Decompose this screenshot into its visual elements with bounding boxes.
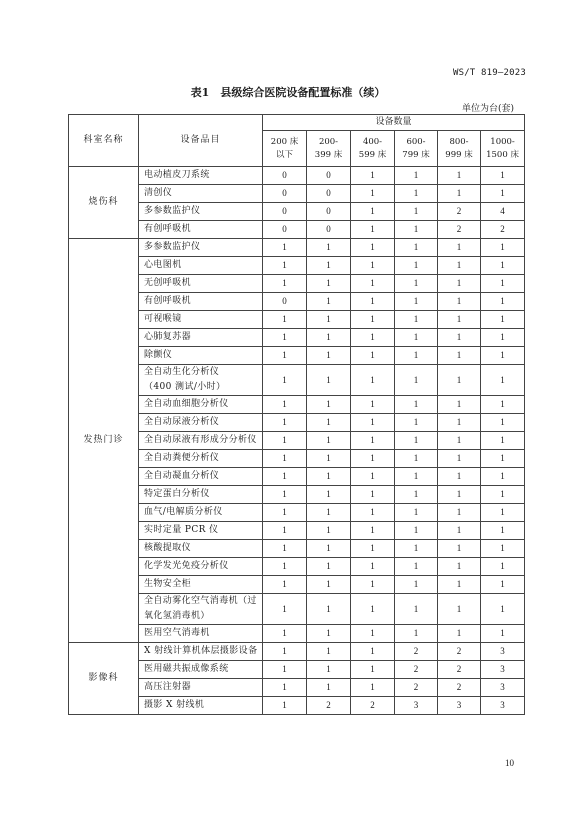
quantity-cell: 1	[438, 540, 481, 558]
item-cell	[139, 540, 263, 558]
quantity-cell: 1	[395, 396, 438, 414]
standard-code: WS/T 819—2023	[452, 68, 526, 78]
item-cell	[139, 221, 263, 239]
quantity-cell: 1	[481, 275, 525, 293]
quantity-cell: 1	[481, 540, 525, 558]
table-title: 表1 县级综合医院设备配置标准（续）	[190, 86, 386, 99]
item-cell	[139, 167, 263, 185]
quantity-cell: 1	[307, 414, 351, 432]
quantity-cell: 1	[395, 239, 438, 257]
quantity-cell: 1	[395, 275, 438, 293]
table-head	[69, 115, 525, 167]
bed-range-header	[263, 131, 307, 167]
quantity-cell: 2	[395, 643, 438, 661]
quantity-cell: 1	[351, 661, 395, 679]
bed-range-line: 600-	[406, 136, 426, 147]
quantity-cell: 1	[438, 365, 481, 396]
page-number: 10	[505, 758, 514, 768]
quantity-cell: 1	[395, 558, 438, 576]
bed-range-line: 800-	[449, 136, 469, 147]
quantity-cell: 1	[263, 522, 307, 540]
quantity-cell: 1	[263, 697, 307, 715]
quantity-cell: 1	[481, 468, 525, 486]
quantity-cell: 1	[481, 167, 525, 185]
quantity-cell: 1	[263, 558, 307, 576]
quantity-cell: 1	[438, 432, 481, 450]
quantity-cell: 1	[307, 239, 351, 257]
item-name: 医用空气消毒机	[144, 628, 210, 638]
quantity-cell: 1	[351, 468, 395, 486]
quantity-cell: 1	[351, 257, 395, 275]
quantity-cell: 1	[351, 221, 395, 239]
bed-range-line: 1000-	[490, 136, 515, 147]
item-name: 心电图机	[144, 260, 182, 270]
item-name: 多参数监护仪	[144, 242, 201, 252]
quantity-cell: 1	[481, 293, 525, 311]
item-cell	[139, 522, 263, 540]
item-name: 心肺复苏器	[144, 332, 192, 342]
quantity-cell: 1	[263, 450, 307, 468]
quantity-cell: 1	[307, 365, 351, 396]
bed-range-header	[351, 131, 395, 167]
quantity-cell: 0	[307, 221, 351, 239]
quantity-cell: 1	[481, 365, 525, 396]
item-name: 特定蛋白分析仪	[144, 489, 210, 499]
quantity-group-header: 设备数量	[263, 115, 525, 131]
quantity-cell: 1	[438, 486, 481, 504]
item-cell	[139, 576, 263, 594]
quantity-cell: 1	[438, 504, 481, 522]
quantity-cell: 2	[395, 679, 438, 697]
quantity-cell: 1	[263, 486, 307, 504]
item-cell	[139, 396, 263, 414]
item-name: 医用磁共振成像系统	[144, 664, 229, 674]
quantity-cell: 1	[307, 594, 351, 625]
quantity-cell: 0	[307, 185, 351, 203]
quantity-cell: 1	[351, 275, 395, 293]
quantity-cell: 1	[351, 576, 395, 594]
quantity-cell: 1	[395, 540, 438, 558]
item-cell	[139, 679, 263, 697]
item-name: 实时定量 PCR 仪	[144, 525, 219, 535]
quantity-cell: 1	[307, 396, 351, 414]
bed-range-line: 599 床	[358, 149, 387, 160]
quantity-cell: 1	[263, 414, 307, 432]
item-name: 除颤仪	[144, 350, 173, 360]
quantity-cell: 1	[307, 275, 351, 293]
item-cell	[139, 468, 263, 486]
quantity-cell: 1	[438, 257, 481, 275]
quantity-cell: 1	[351, 558, 395, 576]
quantity-cell: 1	[351, 414, 395, 432]
quantity-cell: 1	[395, 185, 438, 203]
quantity-cell: 1	[481, 257, 525, 275]
quantity-cell: 1	[395, 311, 438, 329]
quantity-cell: 1	[438, 558, 481, 576]
table-body	[69, 167, 525, 715]
quantity-cell: 1	[438, 185, 481, 203]
quantity-cell: 1	[307, 329, 351, 347]
quantity-cell: 1	[438, 450, 481, 468]
quantity-cell: 3	[481, 679, 525, 697]
quantity-cell: 2	[481, 221, 525, 239]
quantity-cell: 1	[307, 347, 351, 365]
quantity-cell: 1	[438, 522, 481, 540]
table-row	[69, 167, 525, 185]
quantity-cell: 1	[481, 558, 525, 576]
item-cell	[139, 293, 263, 311]
department-cell: 影像科	[69, 643, 139, 715]
quantity-cell: 1	[395, 329, 438, 347]
quantity-cell: 1	[307, 540, 351, 558]
department-column-header: 科室名称	[69, 115, 139, 167]
quantity-cell: 1	[307, 486, 351, 504]
table-row	[69, 239, 525, 257]
quantity-cell: 1	[263, 239, 307, 257]
quantity-cell: 1	[263, 468, 307, 486]
quantity-cell: 1	[438, 293, 481, 311]
item-name: X 射线计算机体层摄影设备	[144, 646, 258, 656]
quantity-cell: 1	[351, 329, 395, 347]
quantity-cell: 1	[438, 239, 481, 257]
quantity-cell: 1	[395, 293, 438, 311]
quantity-cell: 1	[438, 625, 481, 643]
item-cell	[139, 697, 263, 715]
item-name: 全自动尿液有形成分分析仪	[144, 435, 257, 445]
item-cell	[139, 661, 263, 679]
quantity-cell: 1	[395, 594, 438, 625]
quantity-cell: 1	[307, 504, 351, 522]
quantity-cell: 1	[307, 679, 351, 697]
quantity-cell: 1	[351, 486, 395, 504]
quantity-cell: 1	[263, 396, 307, 414]
bed-range-line: 200 床	[270, 136, 299, 147]
quantity-cell: 1	[263, 365, 307, 396]
quantity-cell: 1	[263, 643, 307, 661]
quantity-cell: 3	[481, 643, 525, 661]
quantity-cell: 3	[481, 697, 525, 715]
quantity-cell: 1	[481, 504, 525, 522]
quantity-cell: 1	[438, 594, 481, 625]
quantity-cell: 1	[438, 329, 481, 347]
quantity-cell: 1	[481, 311, 525, 329]
quantity-cell: 1	[438, 576, 481, 594]
quantity-cell: 1	[481, 594, 525, 625]
bed-range-line: 以下	[275, 149, 293, 160]
quantity-cell: 1	[307, 311, 351, 329]
bed-range-header	[481, 131, 525, 167]
quantity-cell: 1	[307, 625, 351, 643]
item-cell	[139, 311, 263, 329]
quantity-cell: 3	[438, 697, 481, 715]
quantity-cell: 1	[307, 661, 351, 679]
quantity-cell: 1	[395, 347, 438, 365]
quantity-cell: 1	[395, 486, 438, 504]
item-cell	[139, 239, 263, 257]
quantity-cell: 1	[351, 293, 395, 311]
item-name: 化学发光免疫分析仪	[144, 561, 229, 571]
quantity-cell: 1	[351, 643, 395, 661]
quantity-cell: 1	[395, 203, 438, 221]
department-cell: 发热门诊	[69, 239, 139, 643]
quantity-cell: 1	[307, 576, 351, 594]
bed-range-line: 400-	[362, 136, 383, 147]
quantity-cell: 1	[351, 504, 395, 522]
quantity-cell: 1	[351, 365, 395, 396]
quantity-cell: 1	[395, 468, 438, 486]
quantity-cell: 1	[438, 347, 481, 365]
item-name: （400 测试/小时）	[144, 382, 226, 392]
quantity-cell: 1	[481, 185, 525, 203]
bed-range-line: 1500 床	[486, 149, 519, 160]
quantity-cell: 1	[307, 432, 351, 450]
bed-range-header	[395, 131, 438, 167]
item-cell	[139, 329, 263, 347]
item-name: 摄影 X 射线机	[144, 700, 205, 710]
quantity-cell: 1	[351, 679, 395, 697]
item-name: 高压注射器	[144, 682, 192, 692]
item-cell	[139, 185, 263, 203]
quantity-cell: 1	[263, 625, 307, 643]
quantity-cell: 1	[395, 414, 438, 432]
quantity-cell: 1	[351, 203, 395, 221]
quantity-cell: 1	[395, 365, 438, 396]
item-cell	[139, 594, 263, 625]
bed-range-line: 799 床	[402, 149, 430, 160]
quantity-cell: 1	[307, 293, 351, 311]
item-cell	[139, 365, 263, 396]
quantity-cell: 1	[481, 239, 525, 257]
quantity-cell: 1	[395, 221, 438, 239]
quantity-cell: 1	[307, 468, 351, 486]
quantity-cell: 0	[263, 185, 307, 203]
quantity-cell: 1	[351, 239, 395, 257]
quantity-cell: 1	[351, 185, 395, 203]
quantity-cell: 1	[395, 432, 438, 450]
item-name: 电动植皮刀系统	[144, 170, 210, 180]
quantity-cell: 1	[438, 468, 481, 486]
table-row	[69, 643, 525, 661]
quantity-cell: 1	[263, 311, 307, 329]
quantity-cell: 1	[395, 576, 438, 594]
item-cell	[139, 257, 263, 275]
item-name: 全自动尿液分析仪	[144, 417, 220, 427]
bed-range-line: 399 床	[314, 149, 343, 160]
quantity-cell: 2	[438, 643, 481, 661]
quantity-cell: 1	[263, 432, 307, 450]
quantity-cell: 1	[481, 450, 525, 468]
item-column-header: 设备品目	[139, 115, 263, 167]
item-name: 有创呼吸机	[144, 296, 192, 306]
bed-range-line: 200-	[318, 136, 339, 147]
quantity-cell: 2	[438, 661, 481, 679]
quantity-cell: 1	[263, 661, 307, 679]
quantity-cell: 3	[481, 661, 525, 679]
item-name: 全自动生化分析仪	[144, 367, 220, 377]
item-cell	[139, 414, 263, 432]
quantity-cell: 1	[438, 167, 481, 185]
quantity-cell: 1	[438, 414, 481, 432]
item-cell	[139, 275, 263, 293]
quantity-cell: 1	[395, 625, 438, 643]
item-name: 无创呼吸机	[144, 278, 192, 288]
quantity-cell: 1	[263, 594, 307, 625]
quantity-cell: 3	[395, 697, 438, 715]
item-name: 清创仪	[144, 188, 173, 198]
item-name: 生物安全柜	[144, 579, 192, 589]
quantity-cell: 1	[263, 275, 307, 293]
quantity-cell: 1	[351, 432, 395, 450]
quantity-cell: 0	[307, 167, 351, 185]
item-name: 全自动凝血分析仪	[144, 471, 220, 481]
quantity-cell: 1	[438, 275, 481, 293]
quantity-cell: 0	[263, 203, 307, 221]
item-name: 全自动雾化空气消毒机（过	[144, 596, 257, 606]
item-name: 有创呼吸机	[144, 224, 192, 234]
department-cell: 烧伤科	[69, 167, 139, 239]
quantity-cell: 1	[307, 257, 351, 275]
quantity-cell: 2	[438, 221, 481, 239]
quantity-cell: 1	[351, 522, 395, 540]
item-name: 多参数监护仪	[144, 206, 201, 216]
quantity-cell: 2	[438, 679, 481, 697]
bed-range-header	[438, 131, 481, 167]
quantity-cell: 1	[481, 414, 525, 432]
item-name: 核酸提取仪	[144, 543, 192, 553]
item-cell	[139, 450, 263, 468]
quantity-cell: 1	[395, 257, 438, 275]
quantity-cell: 1	[481, 486, 525, 504]
quantity-cell: 1	[481, 522, 525, 540]
quantity-cell: 1	[263, 329, 307, 347]
quantity-cell: 1	[307, 522, 351, 540]
unit-note: 单位为台(套)	[461, 104, 514, 114]
quantity-cell: 1	[351, 540, 395, 558]
quantity-cell: 1	[481, 396, 525, 414]
bed-range-line: 999 床	[445, 149, 473, 160]
item-cell	[139, 203, 263, 221]
item-name: 可视喉镜	[144, 314, 182, 324]
equipment-table	[68, 114, 525, 715]
quantity-cell: 1	[481, 347, 525, 365]
quantity-cell: 2	[351, 697, 395, 715]
quantity-cell: 1	[351, 625, 395, 643]
item-cell	[139, 625, 263, 643]
quantity-cell: 0	[263, 167, 307, 185]
quantity-cell: 1	[351, 396, 395, 414]
quantity-cell: 1	[351, 450, 395, 468]
item-cell	[139, 432, 263, 450]
quantity-cell: 2	[438, 203, 481, 221]
quantity-cell: 1	[395, 450, 438, 468]
item-name: 血气/电解质分析仪	[144, 507, 223, 517]
quantity-cell: 2	[395, 661, 438, 679]
quantity-cell: 4	[481, 203, 525, 221]
quantity-cell: 1	[481, 576, 525, 594]
quantity-cell: 1	[438, 311, 481, 329]
quantity-cell: 1	[307, 643, 351, 661]
bed-range-header	[307, 131, 351, 167]
quantity-cell: 1	[395, 167, 438, 185]
item-name: 全自动血细胞分析仪	[144, 399, 229, 409]
quantity-cell: 1	[263, 257, 307, 275]
item-cell	[139, 643, 263, 661]
quantity-cell: 1	[351, 311, 395, 329]
item-name: 全自动粪便分析仪	[144, 453, 220, 463]
quantity-cell: 0	[263, 221, 307, 239]
quantity-cell: 1	[351, 594, 395, 625]
item-name: 氧化氢消毒机）	[144, 611, 210, 621]
quantity-cell: 1	[481, 329, 525, 347]
quantity-cell: 1	[307, 450, 351, 468]
item-cell	[139, 486, 263, 504]
item-cell	[139, 347, 263, 365]
quantity-cell: 1	[263, 540, 307, 558]
quantity-cell: 1	[395, 522, 438, 540]
quantity-cell: 1	[481, 432, 525, 450]
quantity-cell: 1	[307, 558, 351, 576]
quantity-cell: 0	[263, 293, 307, 311]
quantity-cell: 1	[351, 167, 395, 185]
quantity-cell: 1	[351, 347, 395, 365]
quantity-cell: 1	[395, 504, 438, 522]
quantity-cell: 1	[438, 396, 481, 414]
quantity-cell: 1	[263, 347, 307, 365]
item-cell	[139, 504, 263, 522]
quantity-cell: 1	[481, 625, 525, 643]
quantity-cell: 0	[307, 203, 351, 221]
quantity-cell: 2	[307, 697, 351, 715]
quantity-cell: 1	[263, 504, 307, 522]
item-cell	[139, 558, 263, 576]
quantity-cell: 1	[263, 679, 307, 697]
quantity-cell: 1	[263, 576, 307, 594]
